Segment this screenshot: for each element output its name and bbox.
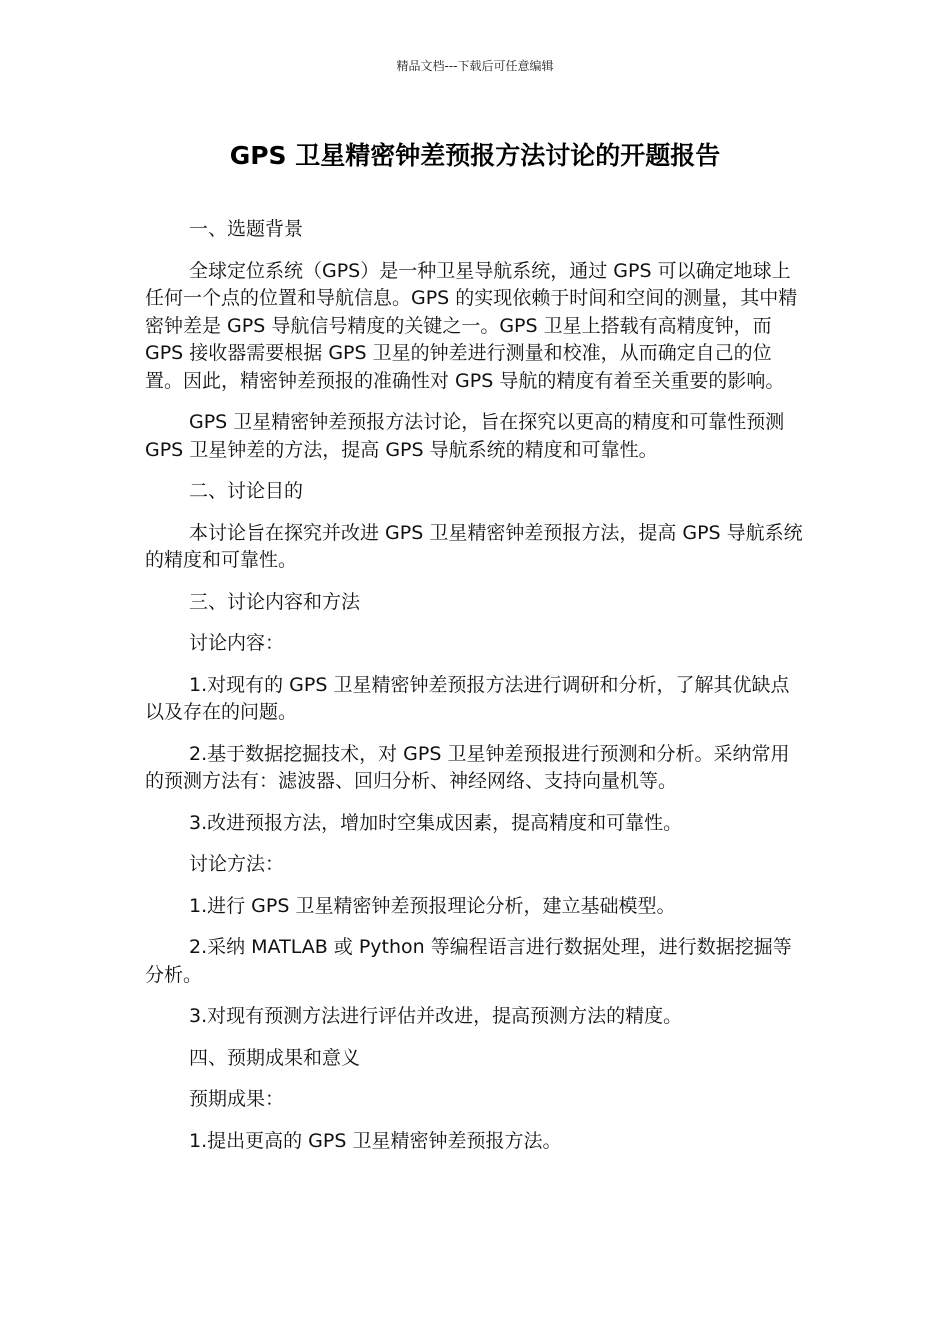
paragraph-purpose-summary: GPS 卫星精密钟差预报方法讨论，旨在探究以更高的精度和可靠性预测 GPS 卫星钟差的方法，提高 GPS 导航系统的精度和可靠性。 [145, 411, 785, 461]
document-body [145, 216, 807, 1169]
content-item-1: 1.对现有的 GPS 卫星精密钟差预报方法进行调研和分析，了解其优缺点以及存在的问题。 [145, 673, 790, 723]
method-item-3: 3.对现有预测方法进行评估并改进，提高预测方法的精度。 [189, 1005, 683, 1027]
subheading-content: 讨论内容： [189, 632, 285, 654]
outcome-item-1: 1.提出更高的 GPS 卫星精密钟差预报方法。 [189, 1129, 562, 1152]
method-item-2: 2.采纳 MATLAB 或 Python 等编程语言进行数据处理，进行数据挖掘等分析。 [145, 936, 792, 986]
section-heading-objective: 二、讨论目的 [189, 480, 304, 502]
header-note: 精品文档---下载后可任意编辑 [396, 59, 554, 73]
paragraph-objective: 本讨论旨在探究并改进 GPS 卫星精密钟差预报方法，提高 GPS 导航系统的精度和可靠性。 [145, 521, 803, 571]
section-heading-content-method: 三、讨论内容和方法 [189, 590, 361, 613]
section-heading-outcomes: 四、预期成果和意义 [189, 1046, 361, 1069]
section-heading-background: 一、选题背景 [189, 218, 304, 240]
content-item-3: 3.改进预报方法，增加时空集成因素，提高精度和可靠性。 [189, 811, 683, 834]
subheading-outcomes: 预期成果： [189, 1088, 285, 1110]
subheading-method: 讨论方法： [189, 853, 285, 875]
paragraph-background: 全球定位系统（GPS）是一种卫星导航系统，通过 GPS 可以确定地球上任何一个点的位置和导航信息。GPS 的实现依赖于时间和空间的测量，其中精密钟差是 GPS 导航信号精度的关键之一。GPS 卫星上搭载有高精度钟，而 GPS 接收器需要根据 GPS 卫星的钟差进行测量和校准，从而确定自己的位置。因此，精密钟差预报的准确性对 GPS 导航的精度有着至关重要的影响。 [145, 259, 798, 392]
content-item-2: 2.基于数据挖掘技术，对 GPS 卫星钟差预报进行预测和分析。采纳常用的预测方法有：滤波器、回归分析、神经网络、支持向量机等。 [145, 742, 790, 792]
method-item-1: 1.进行 GPS 卫星精密钟差预报理论分析，建立基础模型。 [189, 894, 676, 917]
document-title: GPS 卫星精密钟差预报方法讨论的开题报告 [229, 141, 721, 170]
